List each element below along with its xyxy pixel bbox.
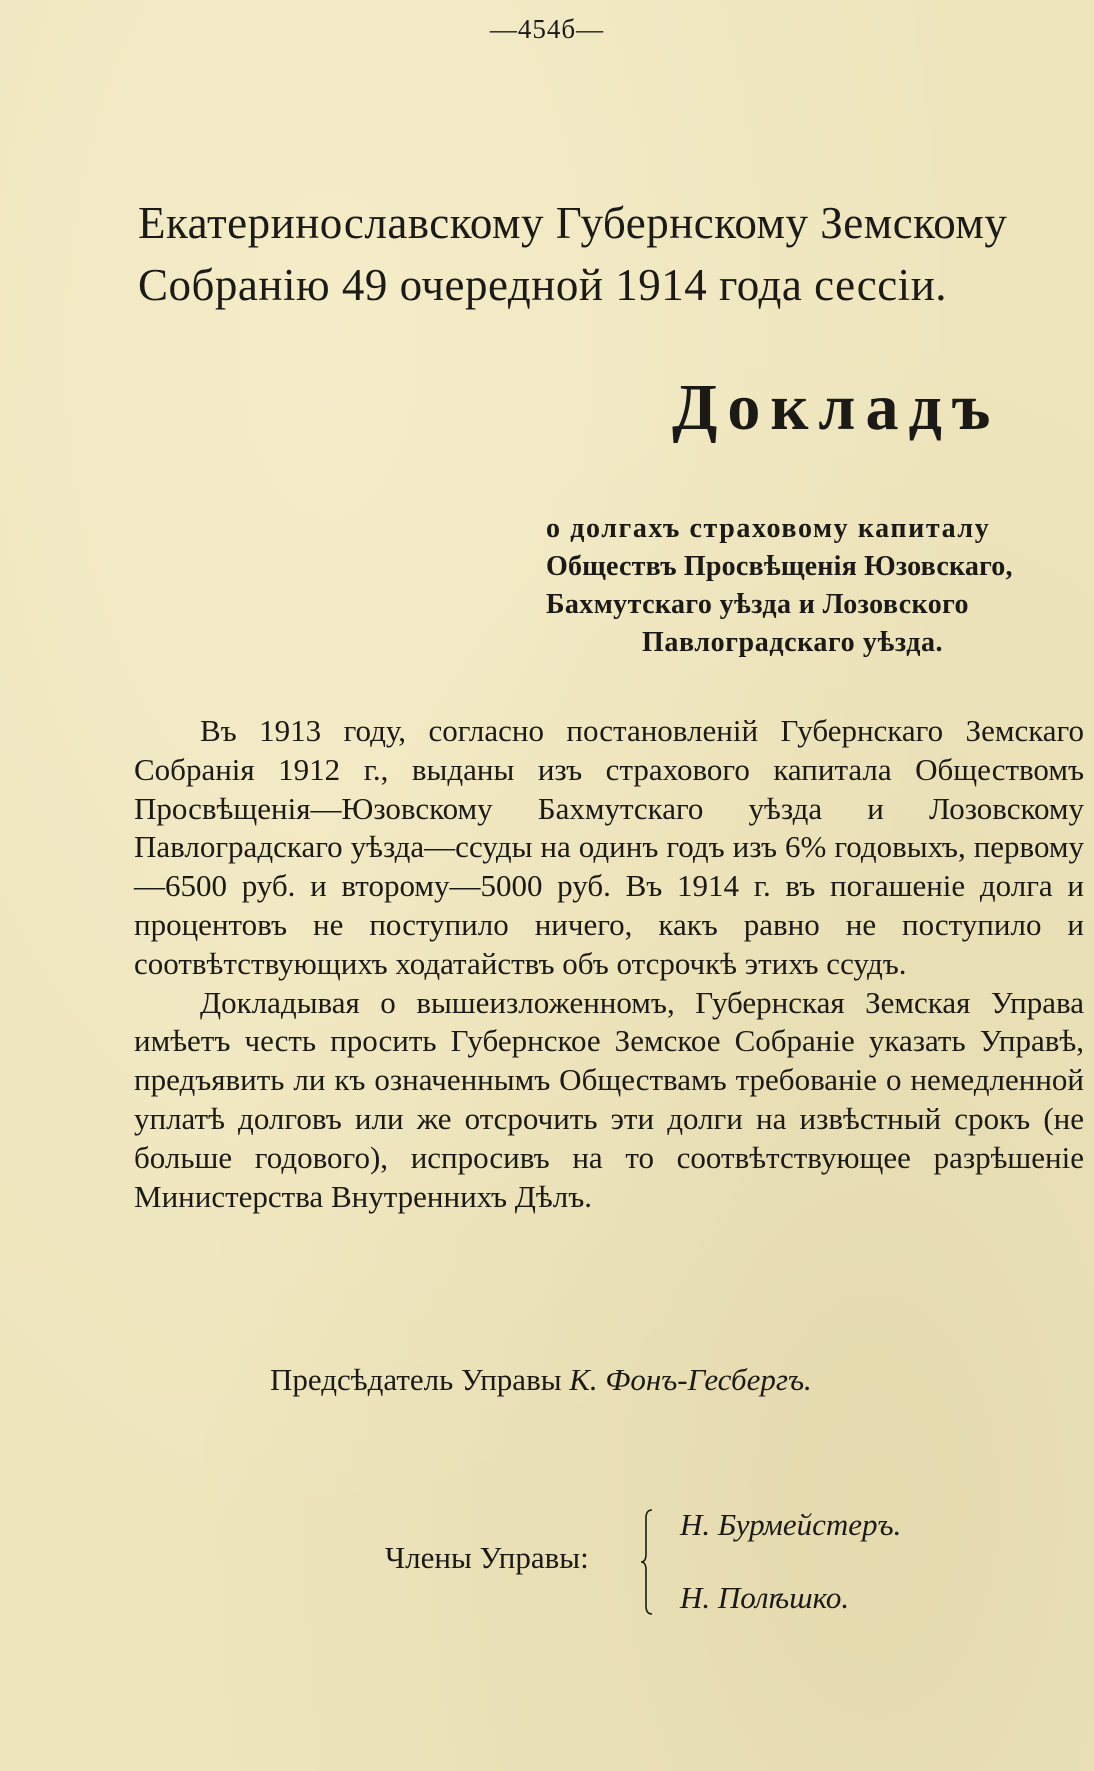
subject-line-2: Обществъ Просвѣщенія Юзовскаго, — [546, 551, 1013, 582]
signature-label: Предсѣдатель Управы — [270, 1362, 562, 1397]
members-label: Члены Управы: — [385, 1540, 589, 1575]
subject-line-4: Павлоградскаго уѣзда. — [642, 627, 944, 658]
subject-line-1: о долгахъ страховому капиталу — [546, 513, 991, 544]
addressee-heading-line-2: Собранію 49 очередной 1914 года сессіи. — [138, 260, 948, 310]
member-name-2: Н. Полѣшко. — [680, 1580, 850, 1615]
member-name-1: Н. Бурмейстеръ. — [680, 1507, 902, 1542]
members-brace — [640, 1508, 654, 1616]
report-body — [134, 712, 1084, 1216]
body-paragraph-2: Докладывая о вышеизложенномъ, Губернская Земская Управа имѣетъ честь просить Губернское Земское Собраніе указать Управѣ, предъявить ли къ означеннымъ Обществамъ требованіе о немедленной уплатѣ долговъ или же отсрочить эти долги на извѣстный срокъ (не больше годового), испросивъ на то соотвѣтствующее разрѣшеніе Министерства Внутреннихъ Дѣлъ. — [134, 984, 1084, 1214]
addressee-heading-line-1: Екатеринославскому Губернскому Земскому — [138, 198, 1008, 248]
addressee-heading — [138, 192, 1090, 316]
subject-line-3: Бахмутскаго уѣзда и Лозовского — [546, 589, 969, 620]
signature-name: К. Фонъ-Гесбергъ. — [569, 1362, 812, 1397]
chairman-signature — [270, 1362, 812, 1398]
report-subject — [546, 510, 1086, 662]
page-number: —454б— — [489, 14, 605, 44]
body-paragraph-1: Въ 1913 году, согласно постановленій Губернскаго Земскаго Собранія 1912 г., выданы изъ страхового капитала Обществомъ Просвѣщенія—Юзовскому Бахмутскаго уѣзда и Лозовскому Павлоградскаго уѣзда—ссуды на одинъ годъ изъ 6% годовыхъ, первому—6500 руб. и второму—5000 руб. Въ 1914 г. въ погашеніе долга и процентовъ не поступило ничего, какъ равно не поступило и соотвѣтствующихъ ходатайствъ объ отсрочкѣ этихъ ссудъ. — [134, 713, 1084, 981]
document-title: Докладъ — [672, 371, 1001, 444]
